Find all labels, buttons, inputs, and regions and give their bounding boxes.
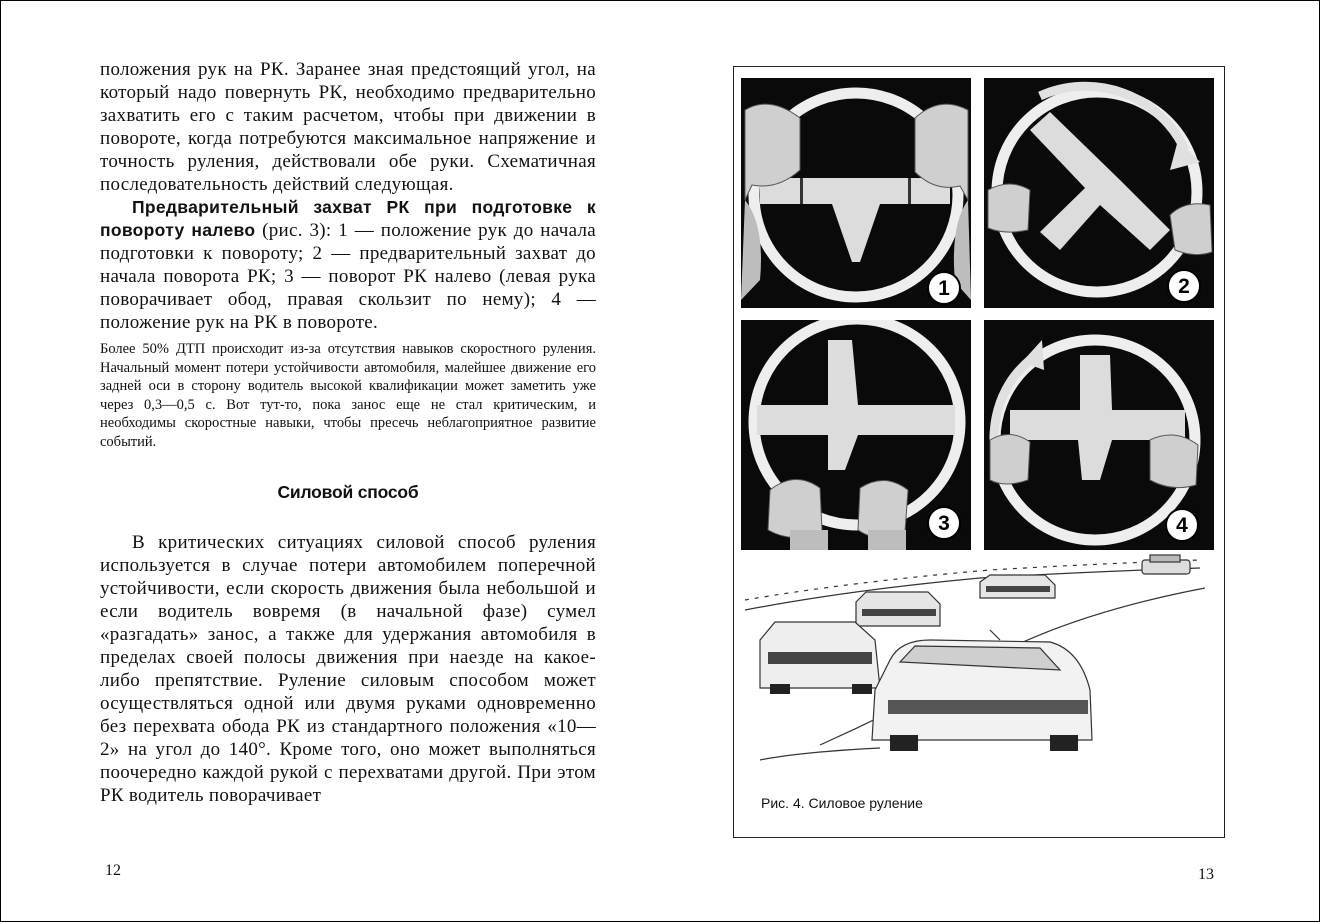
panel-number-4: 4 (1176, 514, 1188, 537)
panel-number-1: 1 (938, 277, 950, 300)
paragraph-left-turn-text: (рис. 3): 1 — положение рук до начала подготовки к повороту; 2 — предварительный захват до начала поворота РК; 3 — поворот РК налево (левая рука поворачивает обод, правая скользит по нему); 4 — положение рук на РК в повороте. (100, 220, 596, 333)
panel-number-3: 3 (938, 512, 950, 535)
page-number-right: 13 (1198, 866, 1214, 883)
note-text: Более 50% ДТП происходит из-за отсутствия навыков скоростного руления. Начальный момент потери устойчивости автомобиля, малейшее движение его задней оси в сторону водитель высокой квалификации может заметить уже через 0,3—0,5 с. Вот тут-то, пока занос еще не стал критическим, и необходимы скоростные навыки, чтобы пресечь неблагоприятное развитие событий. (100, 341, 596, 450)
section-heading: Силовой способ (277, 481, 419, 502)
panel-number-2: 2 (1178, 275, 1190, 298)
figure-caption: Рис. 4. Силовое руление (761, 795, 923, 811)
paragraph-intro: положения рук на РК. Заранее зная предстоящий угол, на который надо повернуть РК, необходимо предварительно захватить его с таким расчетом, чтобы при движении в повороте, когда потребуются максимальное напряжение и точность руления, действовали обе руки. Схематичная последовательность действий следующая. (100, 59, 596, 195)
road-scene-illustration (745, 555, 1205, 760)
bold-term: Предварительный захват РК при подготовке к повороту налево (100, 197, 596, 240)
paragraph-power-method-text: В критических ситуациях силовой способ руления используется в случае потери автомобилем поперечной устойчивости, если скорость движения была небольшой и если водитель вовремя (в начальной фазе) сумел «разгадать» занос, а также для удержания автомобиля в пределах своей полосы движения при наезде на какое-либо препятствие. Руление силовым способом может осуществляться одной или двумя руками одновременно без перехвата обода РК из стандартного положения «10—2» на угол до 140°. Кроме того, оно может выполняться поочередно каждой рукой с перехватами другой. При этом РК водитель поворачивает (100, 531, 596, 806)
page-number-left: 12 (105, 862, 121, 879)
